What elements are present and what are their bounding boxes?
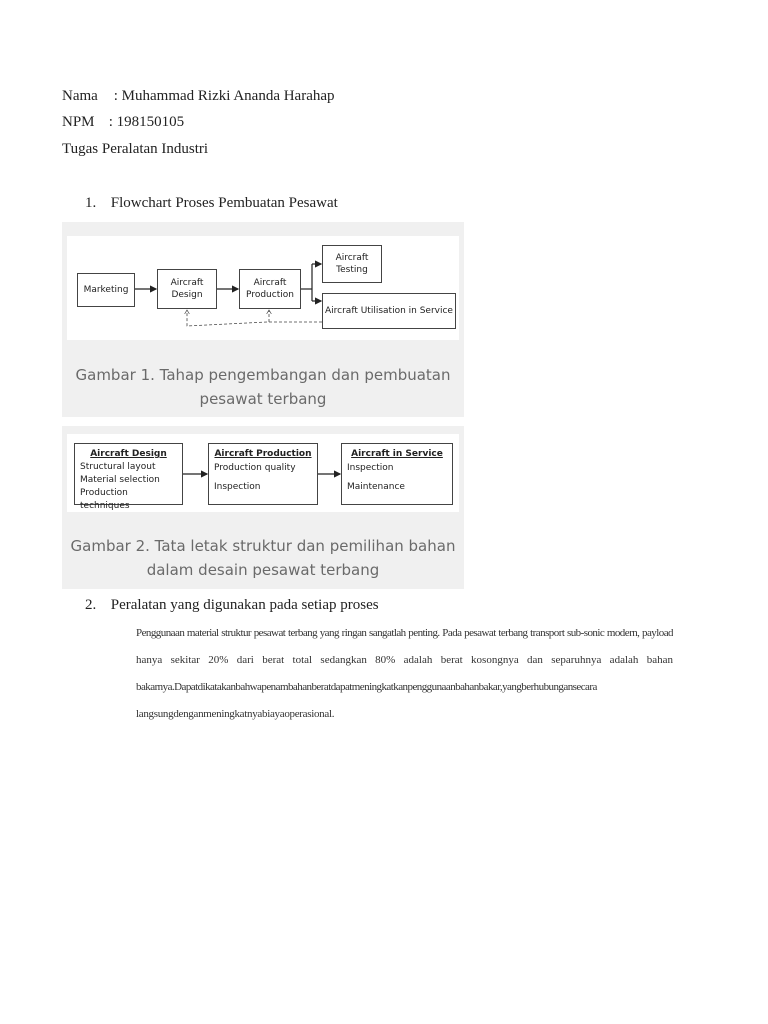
- figure-2-caption-line2: dalam desain pesawat terbang: [146, 561, 380, 579]
- figure-1: [62, 222, 464, 417]
- paragraph-line: Penggunaan material struktur pesawat terbang yang ringan sangatlah penting. Pada pesawat terbang transport sub-sonic modern, payload: [136, 627, 673, 639]
- service-item: Maintenance: [347, 482, 405, 492]
- npm-label: NPM: [62, 114, 95, 130]
- production-item: Inspection: [214, 482, 261, 492]
- paragraph-line: bakarnya.Dapatdikatakanbahwapenambahanberatdapatmeningkatkanpenggunaanbahanbakar,yangberhubungansecara: [136, 681, 597, 693]
- figure-1-caption: [62, 363, 464, 411]
- name-label: Nama: [62, 88, 98, 104]
- figure-1-caption-line1: Gambar 1. Tahap pengembangan dan pembuatan: [75, 366, 451, 384]
- figure-2-caption: [62, 534, 464, 582]
- paragraph-line: hanya sekitar 20% dari berat total sedangkan 80% adalah berat kosongnya dan separuhnya adalah bahan: [136, 654, 673, 666]
- figure-2-connectors: [67, 434, 459, 512]
- aircraft-testing-box: Aircraft Testing: [322, 245, 382, 283]
- figure-1-connectors: [67, 236, 459, 340]
- section-2-heading: [85, 597, 379, 614]
- design-item: Production techniques: [80, 488, 130, 511]
- section-2-paragraph: [136, 620, 673, 728]
- section-1-heading: [85, 195, 338, 212]
- aircraft-production-panel-title: Aircraft Production: [214, 449, 312, 459]
- aircraft-in-service-panel-title: Aircraft in Service: [351, 449, 443, 459]
- figure-2-caption-line1: Gambar 2. Tata letak struktur dan pemilihan bahan: [70, 537, 456, 555]
- course-title: Tugas Peralatan Industri: [62, 141, 209, 157]
- production-item: Production quality: [214, 463, 296, 473]
- name-line: [62, 88, 335, 105]
- paragraph-line: langsungdenganmeningkatnyabiayaoperasional.: [136, 708, 335, 720]
- section-2-number: 2.: [85, 597, 97, 613]
- section-1-number: 1.: [85, 195, 97, 211]
- figure-1-flowchart: [67, 236, 459, 340]
- section-2-title: Peralatan yang digunakan pada setiap proses: [110, 597, 379, 613]
- npm-line: [62, 114, 184, 131]
- section-1-title: Flowchart Proses Pembuatan Pesawat: [110, 195, 338, 211]
- aircraft-design-box: Aircraft Design: [157, 269, 217, 309]
- aircraft-production-box: Aircraft Production: [239, 269, 301, 309]
- aircraft-utilisation-box: Aircraft Utilisation in Service: [322, 293, 456, 329]
- name-value: : Muhammad Rizki Ananda Harahap: [113, 88, 335, 104]
- figure-2: [62, 426, 464, 589]
- design-item: Material selection: [80, 475, 160, 485]
- npm-value: : 198150105: [108, 114, 185, 130]
- figure-2-diagram: [67, 434, 459, 512]
- aircraft-design-panel-title: Aircraft Design: [90, 449, 167, 459]
- figure-1-caption-line2: pesawat terbang: [199, 390, 327, 408]
- design-item: Structural layout: [80, 462, 156, 472]
- service-item: Inspection: [347, 463, 394, 473]
- marketing-box: Marketing: [77, 273, 135, 307]
